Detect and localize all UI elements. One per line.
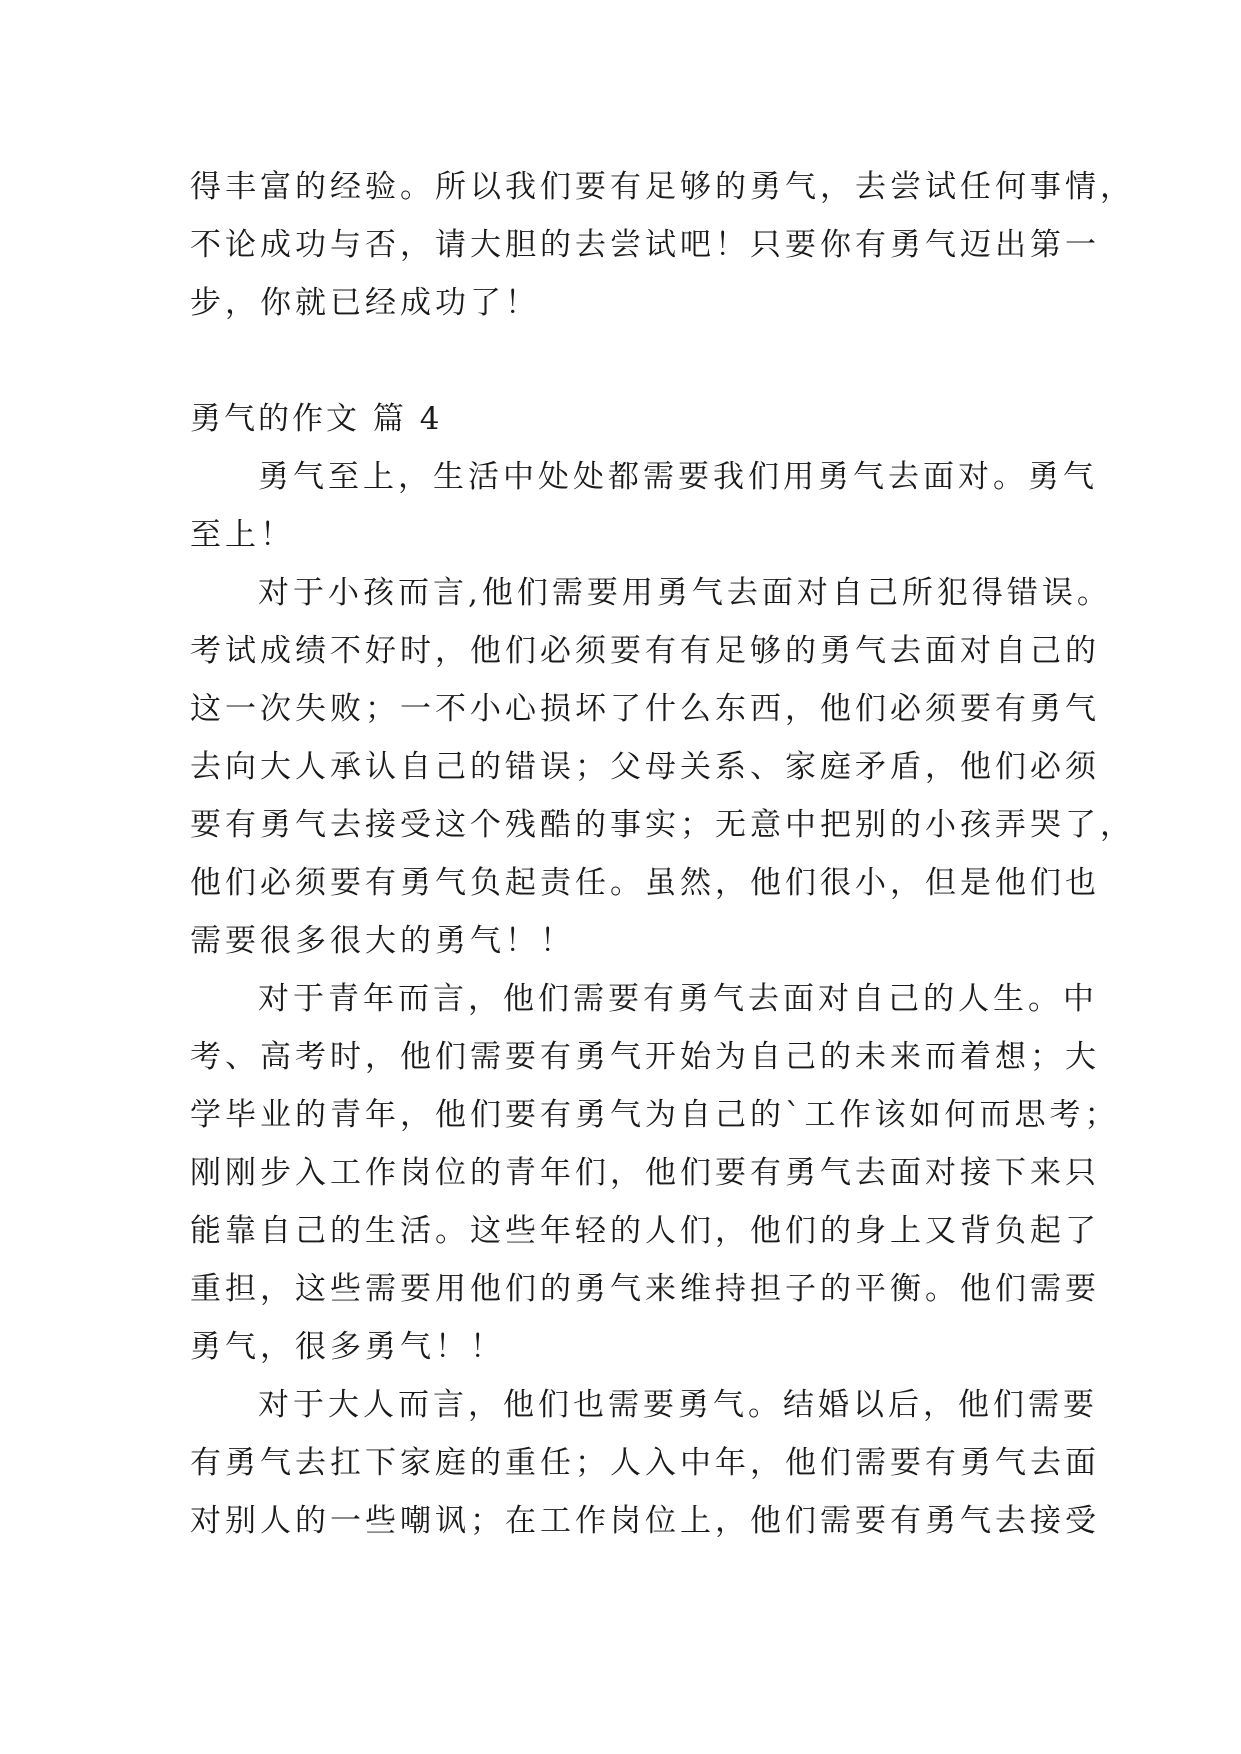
text-line: 这一次失败；一不小心损坏了什么东西，他们必须要有勇气 [190, 691, 1100, 727]
document-body [190, 158, 1135, 1550]
text-line: 考试成绩不好时，他们必须要有有足够的勇气去面对自己的 [190, 633, 1100, 669]
text-line: 对于大人而言，他们也需要勇气。结婚以后，他们需要 [258, 1387, 1098, 1423]
text-line: 去向大人承认自己的错误；父母关系、家庭矛盾，他们必须 [190, 749, 1100, 785]
text-line: 他们必须要有勇气负起责任。虽然，他们很小，但是他们也 [190, 865, 1100, 901]
text-line: 勇气，很多勇气！！ [190, 1329, 505, 1365]
text-line: 能靠自己的生活。这些年轻的人们，他们的身上又背负起了 [190, 1213, 1100, 1249]
text-line: 重担，这些需要用他们的勇气来维持担子的平衡。他们需要 [190, 1271, 1100, 1307]
text-line: 刚刚步入工作岗位的青年们，他们要有勇气去面对接下来只 [190, 1155, 1100, 1191]
text-line: 对别人的一些嘲讽；在工作岗位上，他们需要有勇气去接受 [190, 1503, 1100, 1539]
text-line: 对于青年而言，他们需要有勇气去面对自己的人生。中 [258, 981, 1098, 1017]
text-line: 勇气至上，生活中处处都需要我们用勇气去面对。勇气 [258, 459, 1098, 495]
text-line: 要有勇气去接受这个残酷的事实；无意中把别的小孩弄哭了， [190, 807, 1135, 843]
text-line: 至上！ [190, 517, 295, 553]
text-line: 步，你就已经成功了！ [190, 285, 540, 321]
paragraph-4 [190, 1376, 1100, 1550]
paragraph-3 [190, 970, 1120, 1376]
text-line: 学毕业的青年，他们要有勇气为自己的`工作该如何而思考； [190, 1097, 1120, 1133]
section-heading: 勇气的作文 篇 4 [190, 401, 443, 437]
text-line: 对于小孩而言,他们需要用勇气去面对自己所犯得错误。 [258, 575, 1112, 611]
text-line: 需要很多很大的勇气！！ [190, 923, 575, 959]
text-line: 有勇气去扛下家庭的重任；人入中年，他们需要有勇气去面 [190, 1445, 1100, 1481]
paragraph-2 [190, 564, 1135, 970]
paragraph-1 [190, 448, 1098, 564]
text-line: 得丰富的经验。所以我们要有足够的勇气，去尝试任何事情， [190, 169, 1135, 205]
text-line: 考、高考时，他们需要有勇气开始为自己的未来而着想；大 [190, 1039, 1100, 1075]
text-line: 不论成功与否，请大胆的去尝试吧！只要你有勇气迈出第一 [190, 227, 1100, 263]
paragraph-spacer [190, 332, 1050, 390]
intro-paragraph [190, 158, 1135, 332]
